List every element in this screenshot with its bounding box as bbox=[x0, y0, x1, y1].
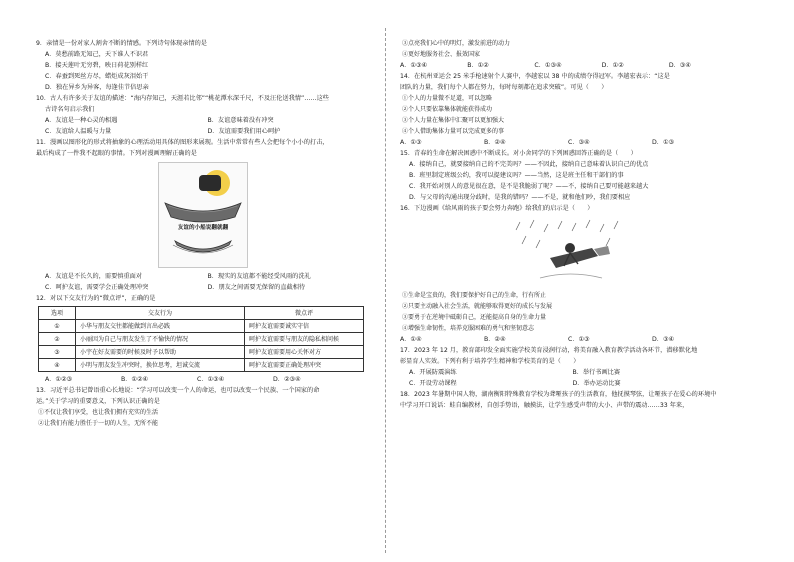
q13-options bbox=[400, 60, 736, 71]
q16-option-b: B．②④ bbox=[484, 336, 506, 343]
q11-option-b: B．现实的友谊都不能经受风雨的洗礼 bbox=[207, 273, 311, 280]
q15-option-b: B．班里制定班级公约，我可以提建议吗？——当然，这是班主任和干部们的事 bbox=[409, 172, 624, 179]
q12-option-c: C．①③④ bbox=[197, 376, 225, 383]
table-header: 微点评 bbox=[245, 307, 364, 320]
table-cell: 小宇在好友需要的时候及时予以帮助 bbox=[76, 346, 245, 359]
q13-option-e: D．③④ bbox=[668, 62, 691, 69]
table-cell: ④ bbox=[39, 359, 76, 372]
table-cell: 呵护友谊需要用心关怀对方 bbox=[245, 346, 364, 359]
q9-option-c: C．春蚕到死丝方尽，蜡炬成灰泪始干 bbox=[45, 73, 149, 80]
boat-cartoon-image bbox=[159, 163, 247, 267]
q16-option-a: A．①④ bbox=[400, 336, 422, 343]
q10-options-row-1 bbox=[45, 115, 370, 126]
q13-statement-4: ④更好地服务社会、报效国家 bbox=[402, 51, 481, 58]
q17-option-b: B．举行书画比赛 bbox=[572, 369, 621, 376]
q14-option-c: C．③④ bbox=[568, 139, 590, 146]
q14-option-b: B．②④ bbox=[484, 139, 506, 146]
q10-option-c: C．友谊给人温暖与力量 bbox=[45, 128, 112, 135]
q13-statement-3: ③点亮我们心中的明灯，激发前进的动力 bbox=[402, 40, 511, 47]
q10-options-row-2 bbox=[45, 126, 370, 137]
q14-statement-3: ③个人力量在集体中汇聚可以更加强大 bbox=[402, 117, 505, 124]
table-header: 选项 bbox=[39, 307, 76, 320]
question-10-stem: 10．古人有许多关于友谊的描述：“海内存知己，天涯若比邻”“桃花潭水深千尺，不及汪伦送我情”……这些 bbox=[36, 95, 329, 102]
table-cell: 小明与朋友发生冲突时，换位思考，坦诚交流 bbox=[76, 359, 245, 372]
q11-options-row-1 bbox=[45, 271, 370, 282]
q17-option-a: A．开展防震演练 bbox=[409, 369, 457, 376]
q13-statement-2: ②让我们有能力胜任于一切的人生，无所不能 bbox=[38, 420, 159, 427]
table-row bbox=[39, 359, 364, 372]
q17-options-row-1 bbox=[409, 367, 736, 378]
q15-option-d: D．与父母的沟通出现分歧时，是我的错吗？——不是，就和他们吵，我们要相应 bbox=[409, 194, 631, 201]
table-cell: ③ bbox=[39, 346, 76, 359]
q17-options-row-2 bbox=[409, 378, 736, 389]
question-11-stem: 11．漫画以图形化的形式将抽象的心理活动用具体的图形来展现。生活中常常有些人会把每个小小的打击， bbox=[36, 139, 329, 146]
running-rain-cartoon bbox=[510, 218, 630, 288]
q13-statement-1: ①不仅让我们享受，也让我们拥有充实的生活 bbox=[38, 409, 159, 416]
question-17-stem-cont: 彰显育人实效。下列有利于培养学生精神和学校美育的是（ ） bbox=[400, 358, 580, 365]
q14-statement-4: ④个人借助集体力量可以完成更多的事 bbox=[402, 128, 505, 135]
table-cell: ① bbox=[39, 320, 76, 333]
q16-options bbox=[400, 334, 736, 345]
cartoon-caption: 友谊的小船说翻就翻 bbox=[177, 225, 229, 231]
question-12-stem: 12．对以下交友行为的“微点评”，正确的是 bbox=[36, 295, 156, 302]
q14-statement-1: ①个人的力量微不足道，可以忽略 bbox=[402, 95, 493, 102]
q10-option-a: A．友谊是一种心灵的相遇 bbox=[45, 117, 118, 124]
question-11-stem-cont: 最后构成了一件我不起眼的事情。下列对漫画理解正确的是 bbox=[36, 150, 197, 157]
table-row bbox=[39, 333, 364, 346]
q14-statement-2: ②个人只要依靠集体就能获得成功 bbox=[402, 106, 493, 113]
table-cell: 呵护友谊需要与朋友的隐私相问候 bbox=[245, 333, 364, 346]
question-18-stem: 18．2023 年暑期中国人物，湖南衡阳特殊教育学校为聋哑孩子的生活教育，他抚摸琴弦，让哑孩子在爱心的环境中 bbox=[400, 391, 717, 398]
table-row bbox=[39, 320, 364, 333]
question-13-stem: 13．习近平总书记曾语重心长地说：“学习可以改变一个人的命运，也可以改变一个民族、一个国家的命 bbox=[36, 387, 320, 394]
question-9-stem: 9．亲情是一份对家人割舍不断的情感。下列诗句体现亲情的是 bbox=[36, 40, 207, 47]
q17-option-c: C．开设劳动课程 bbox=[409, 380, 457, 387]
q14-option-d: D．①③ bbox=[652, 139, 675, 146]
q13-option-d: D．①② bbox=[601, 62, 624, 69]
q12-option-b: B．①②④ bbox=[121, 376, 149, 383]
table-cell: 呵护友谊需要正确处理冲突 bbox=[245, 359, 364, 372]
q10-option-b: B．友谊意味着没有冲突 bbox=[207, 117, 274, 124]
right-column bbox=[400, 38, 736, 411]
q13-option-b: B．①② bbox=[467, 62, 489, 69]
q12-option-a: A．①②③ bbox=[45, 376, 73, 383]
question-18-stem-cont: 中学习开口说话：蛙自编教材，自创手势语，触摸法，让学生感受声带的大小、声带的震动……33 年来， bbox=[400, 402, 689, 409]
question-14-stem: 14．在杭州亚运会 25 米手枪速射个人赛中，李越宏以 38 中的成绩夺得冠军。李越宏表示：“这是 bbox=[400, 73, 670, 80]
question-16-stem: 16．下边漫画《给风雨的孩子要会努力奔跑》给我们的启示是（ ） bbox=[400, 205, 594, 212]
q17-option-d: D．举办运动比赛 bbox=[572, 380, 621, 387]
table-cell: 小丽因为自己与朋友发生了不愉快的情况 bbox=[76, 333, 245, 346]
question-15-stem: 15．青春的生命在解决困惑中不断成长。对小舍同学的下列困惑回答正确的是（ ） bbox=[400, 150, 637, 157]
question-14-stem-cont: 团队的力量，我们每个人都在努力，每时每刻都在追求突破”。可见（ ） bbox=[400, 84, 608, 91]
q14-options bbox=[400, 137, 736, 148]
q16-statement-4: ④增强生命韧性，培养克服困难的勇气和坚韧意志 bbox=[402, 325, 535, 332]
column-divider bbox=[385, 28, 386, 553]
q16-option-d: D．③④ bbox=[652, 336, 675, 343]
question-13-stem-cont: 运。”关于学习的重要意义，下列认识正确的是 bbox=[36, 398, 160, 405]
q15-option-a: A．接纳自己，就要接纳自己的不完美吗？——不因此，接纳自己意味着认识自己的优点 bbox=[409, 161, 649, 168]
friendship-boat-cartoon bbox=[158, 162, 248, 268]
q11-option-c: C．呵护友谊，需要学会正确处理冲突 bbox=[45, 284, 149, 291]
q16-statement-3: ③要勇于在逆境中砥砺自己，还能提高自身的生命力量 bbox=[402, 314, 547, 321]
q11-option-d: D．朋友之间需要无保留的直截相待 bbox=[207, 284, 306, 291]
left-column bbox=[36, 38, 370, 429]
q9-option-a: A．莫愁前路无知己，天下谁人不识君 bbox=[45, 51, 149, 58]
rain-cartoon-image bbox=[510, 218, 630, 288]
q9-option-b: B．接天莲叶无穷碧，映日荷花别样红 bbox=[45, 62, 149, 69]
q13-option-a: A．①③④ bbox=[400, 62, 428, 69]
q9-option-d: D．独在异乡为异客，每逢佳节倍思亲 bbox=[45, 84, 149, 91]
q10-option-d: D．友谊需要我们用心呵护 bbox=[207, 128, 281, 135]
q12-table bbox=[38, 306, 364, 372]
table-cell: ② bbox=[39, 333, 76, 346]
question-17-stem: 17．2023 年 12 月，教育部印发全面实施学校美育浸润行动，将美育融入教育教学活动各环节，潜移默化地 bbox=[400, 347, 698, 354]
q12-options bbox=[45, 374, 370, 385]
q16-statement-1: ①生命是宝贵的，我们要保护好自己的生命，行有所止 bbox=[402, 292, 547, 299]
q16-option-c: C．①③ bbox=[568, 336, 590, 343]
q13-option-c: C．①③④ bbox=[534, 62, 562, 69]
q11-option-a: A．友谊是不长久的，需要慎重面对 bbox=[45, 273, 143, 280]
q14-option-a: A．①③ bbox=[400, 139, 422, 146]
question-10-stem-cont: 古诗名句启示我们 bbox=[45, 106, 95, 113]
table-header-row bbox=[39, 307, 364, 320]
q15-option-c: C．我开始对别人的意见很在意，是不是我脆弱了呢？——不，接纳自己要可能越来越大 bbox=[409, 183, 649, 190]
q11-options-row-2 bbox=[45, 282, 370, 293]
q16-statement-2: ②只要主动融入社会生活，就能够取得更好的成长与发展 bbox=[402, 303, 553, 310]
q12-option-d: D．②③④ bbox=[273, 376, 301, 383]
table-cell: 呵护友谊需要诚实守信 bbox=[245, 320, 364, 333]
table-header: 交友行为 bbox=[76, 307, 245, 320]
table-row bbox=[39, 346, 364, 359]
table-cell: 小华与朋友交往都能做到言出必践 bbox=[76, 320, 245, 333]
